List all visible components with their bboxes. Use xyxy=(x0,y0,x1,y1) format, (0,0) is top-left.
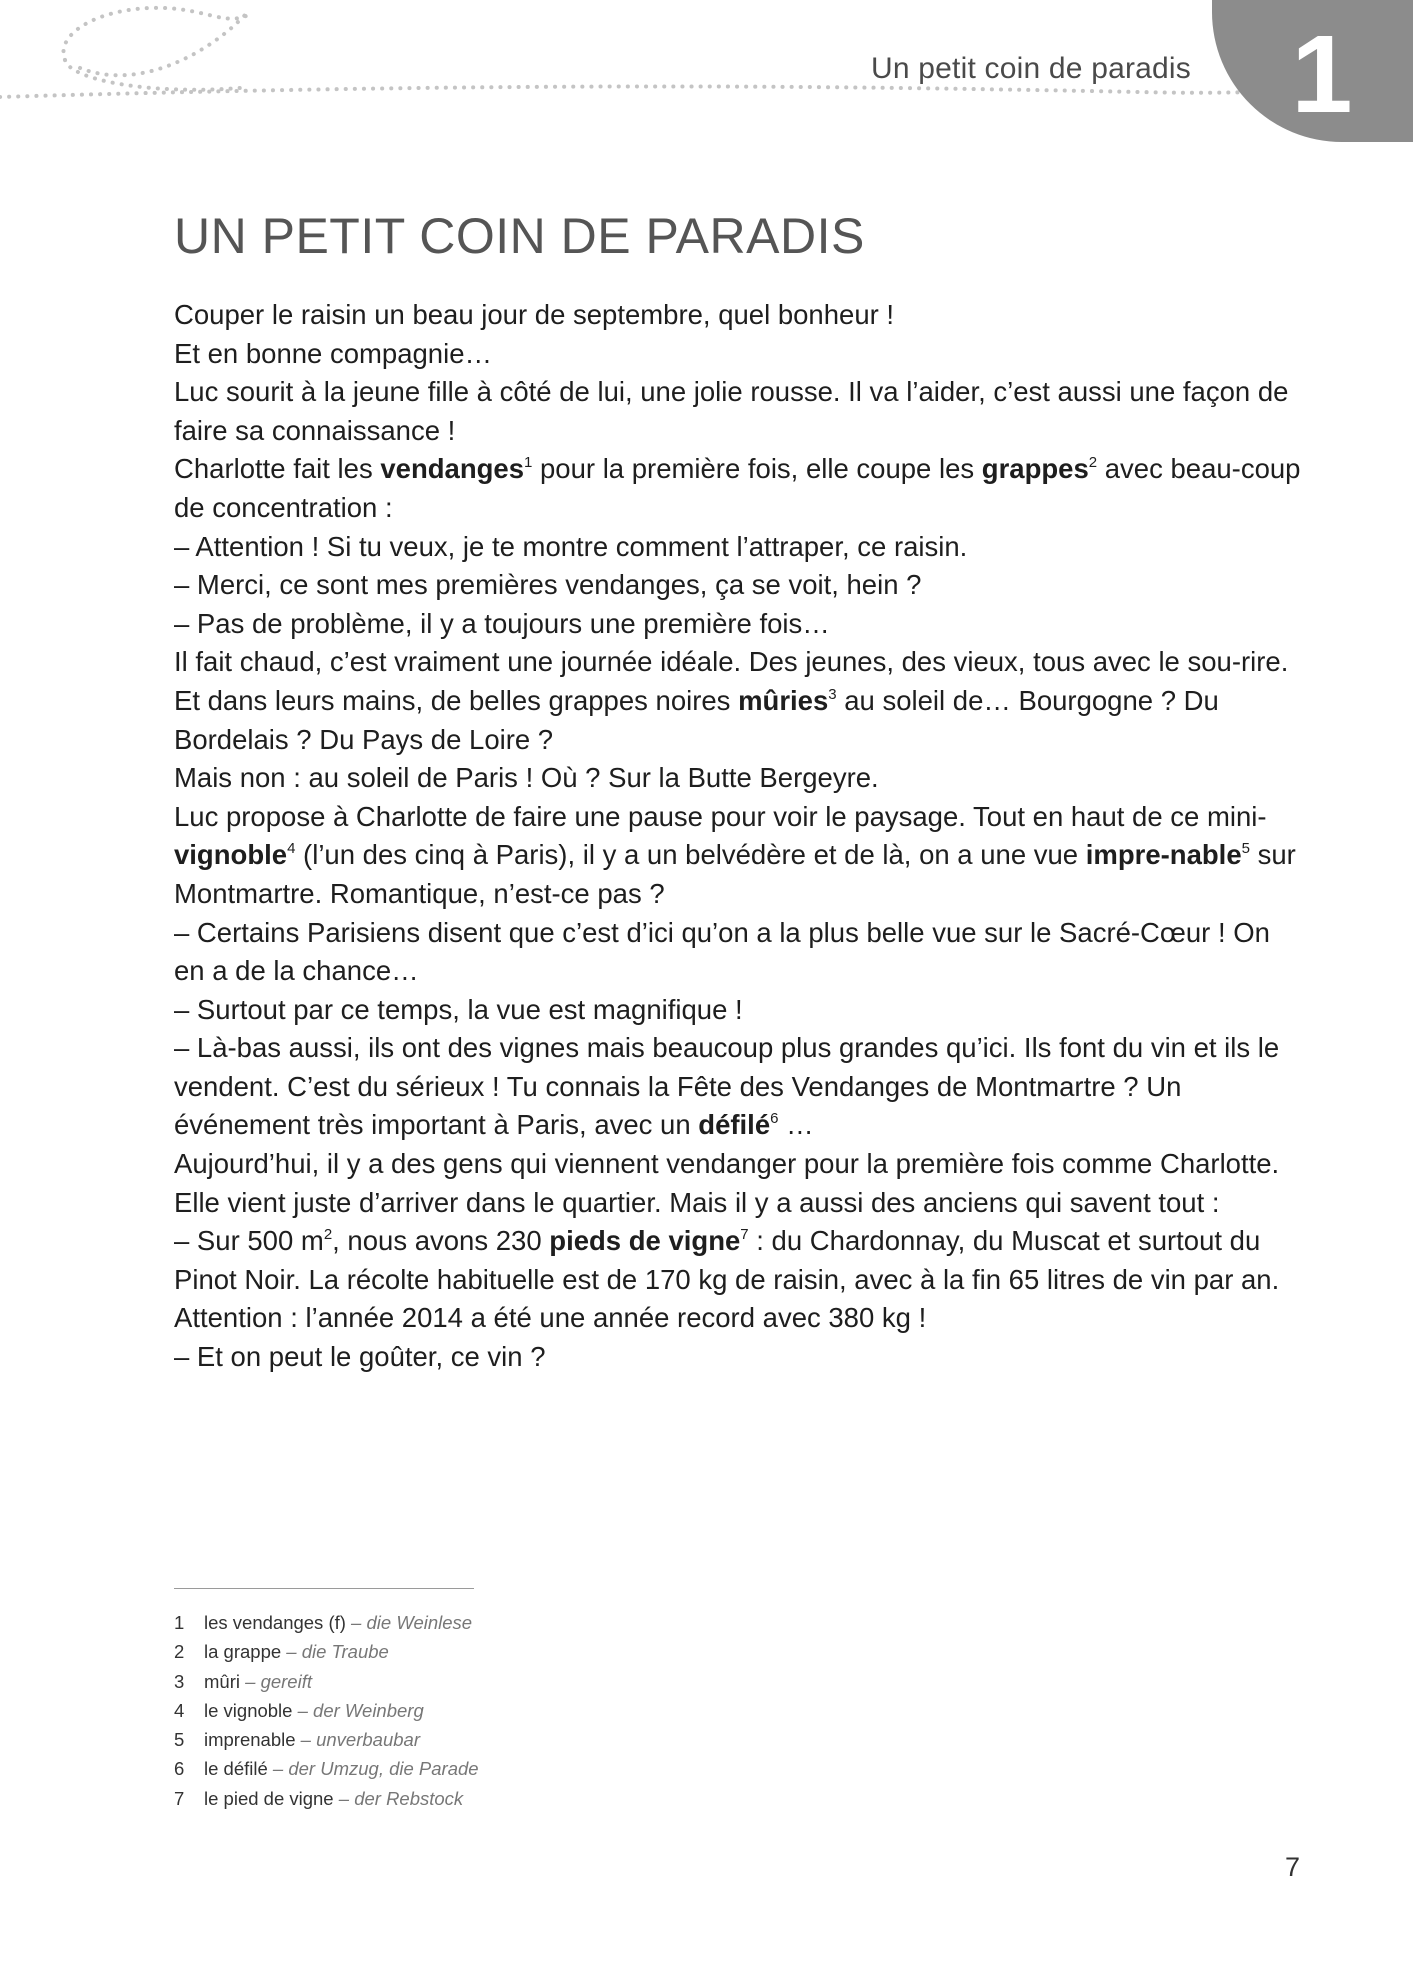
footnote-translation: der Umzug, die Parade xyxy=(288,1758,479,1780)
text-run: Charlotte fait les xyxy=(174,453,381,485)
footnote-term: le défilé xyxy=(204,1758,268,1780)
footnote-translation: der Rebstock xyxy=(354,1787,464,1809)
footnote-ref: 2 xyxy=(1088,454,1098,472)
text-run: Luc propose à Charlotte de faire une pause pour voir le paysage. Tout en haut de ce mini- xyxy=(174,800,1267,832)
decorative-dotted-swirl xyxy=(0,0,1413,140)
text-run: – Surtout par ce temps, la vue est magnifique ! xyxy=(174,993,743,1025)
text-run: au soleil de… Bourgogne ? Du Bordelais ? Du Pays de Loire ? xyxy=(174,684,1219,755)
paragraph xyxy=(174,1029,1304,1145)
text-run: Et en bonne compagnie… xyxy=(174,337,492,369)
footnote-term: le vignoble xyxy=(204,1699,293,1721)
footnote-number: 3 xyxy=(174,1670,185,1692)
paragraph xyxy=(174,528,1304,567)
footnote-number: 7 xyxy=(174,1787,185,1809)
text-run: pour la première fois, elle coupe les xyxy=(532,453,982,485)
footnote-term: la grappe xyxy=(204,1641,282,1663)
text-run: – Sur 500 m xyxy=(174,1225,324,1257)
text-run: Luc sourit à la jeune fille à côté de lui, une jolie rousse. Il va l’aider, c’est aussi une façon de faire sa connaissance ! xyxy=(174,376,1289,446)
glossary-term: impre-nable xyxy=(1085,839,1242,871)
text-run: , nous avons 230 xyxy=(332,1225,550,1257)
footnote-translation: die Weinlese xyxy=(366,1612,473,1633)
footnote-ref: 2 xyxy=(323,1226,333,1244)
footnote-number: 1 xyxy=(174,1612,185,1633)
paragraph xyxy=(174,1338,1304,1377)
text-run: Mais non : au soleil de Paris ! Où ? Sur la Butte Bergeyre. xyxy=(174,762,879,794)
footnote-item xyxy=(174,1754,774,1783)
text-run: – Certains Parisiens disent que c’est d’ici qu’on a la plus belle vue sur le Sacré-Cœur ! On en a de la chance… xyxy=(174,916,1270,987)
footnote-translation: die Traube xyxy=(301,1641,389,1663)
footnote-translation: der Weinberg xyxy=(313,1699,424,1721)
footnote-separator: – xyxy=(267,1758,289,1780)
footnote-item xyxy=(174,1667,774,1696)
text-run: … xyxy=(778,1109,814,1141)
text-run: – Là-bas aussi, ils ont des vignes mais beaucoup plus grandes qu’ici. Ils font du vin et ils le vendent. C’est du sérieux ! Tu connais la Fête des Vendanges de Montmartre ? Un événement très important à Paris, avec un xyxy=(174,1032,1280,1141)
glossary-term: mûries xyxy=(738,684,829,716)
paragraph xyxy=(174,643,1304,759)
page-number: 7 xyxy=(1284,1852,1300,1882)
footnote-item xyxy=(174,1784,774,1813)
footnote-divider xyxy=(174,1588,474,1589)
footnote-item xyxy=(174,1696,774,1725)
footnote-ref: 6 xyxy=(770,1110,779,1128)
footnote-item xyxy=(174,1637,774,1666)
footnotes-list xyxy=(174,1608,774,1813)
text-run: Il fait chaud, c’est vraiment une journée idéale. Des jeunes, des vieux, tous avec le sou-rire. Et dans leurs mains, de belles grappes noires xyxy=(174,646,1289,716)
story-text xyxy=(174,296,1304,1377)
footnote-term: imprenable xyxy=(204,1729,296,1751)
text-run: Couper le raisin un beau jour de septembre, quel bonheur ! xyxy=(174,299,895,330)
text-run: – Merci, ce sont mes premières vendanges, ça se voit, hein ? xyxy=(174,569,922,601)
paragraph xyxy=(174,450,1304,527)
footnote-separator: – xyxy=(345,1612,367,1633)
footnote-number: 5 xyxy=(174,1729,185,1751)
footnote-translation: gereift xyxy=(260,1670,312,1692)
glossary-term: vignoble xyxy=(174,839,288,871)
footnote-term: le pied de vigne xyxy=(204,1787,334,1809)
text-run: (l’un des cinq à Paris), il y a un belvédère et de là, on a une vue xyxy=(295,839,1086,871)
glossary-term: grappes xyxy=(981,453,1089,485)
footnote-term: les vendanges (f) xyxy=(204,1612,346,1633)
text-run: sur Montmartre. Romantique, n’est-ce pas ? xyxy=(174,839,1296,909)
footnote-separator: – xyxy=(292,1699,314,1721)
paragraph xyxy=(174,566,1304,605)
paragraph xyxy=(174,798,1304,914)
text-run: – Et on peut le goûter, ce vin ? xyxy=(174,1341,546,1373)
text-run: : du Chardonnay, du Muscat et surtout du Pinot Noir. La récolte habituelle est de 170 kg de raisin, avec à la fin 65 litres de vin par an. Attention : l’année 2014 a été une année record avec 380 kg ! xyxy=(174,1225,1280,1334)
paragraph xyxy=(174,335,1304,374)
glossary-term: défilé xyxy=(698,1109,771,1141)
paragraph xyxy=(174,991,1304,1030)
footnote-ref: 3 xyxy=(828,685,837,703)
running-header-title: Un petit coin de paradis xyxy=(871,52,1191,85)
footnote-term: mûri xyxy=(204,1670,240,1692)
paragraph xyxy=(174,914,1304,991)
paragraph xyxy=(174,605,1304,644)
paragraph xyxy=(174,1145,1304,1222)
footnote-ref: 5 xyxy=(1241,840,1250,858)
footnote-number: 6 xyxy=(174,1758,185,1780)
paragraph xyxy=(174,1222,1304,1338)
footnote-ref: 4 xyxy=(287,840,296,858)
footnote-separator: – xyxy=(295,1729,317,1751)
paragraph xyxy=(174,373,1304,450)
glossary-term: vendanges xyxy=(380,453,525,485)
footnote-translation: unverbaubar xyxy=(316,1729,420,1751)
footnote-number: 2 xyxy=(174,1641,185,1663)
footnote-item xyxy=(174,1725,774,1754)
footnote-ref: 7 xyxy=(740,1226,749,1244)
paragraph xyxy=(174,296,1304,335)
page-title: UN PETIT COIN DE PARADIS xyxy=(174,208,865,264)
footnote-separator: – xyxy=(239,1670,261,1692)
paragraph xyxy=(174,759,1304,798)
text-run: avec beau-coup de concentration : xyxy=(174,453,1301,523)
footnote-number: 4 xyxy=(174,1699,185,1721)
text-run: – Attention ! Si tu veux, je te montre comment l’attraper, ce raisin. xyxy=(174,530,968,562)
footnote-ref: 1 xyxy=(524,454,533,472)
glossary-term: pieds de vigne xyxy=(549,1225,741,1257)
footnote-item xyxy=(174,1608,774,1637)
text-run: – Pas de problème, il y a toujours une première fois… xyxy=(174,607,830,639)
footnote-separator: – xyxy=(333,1787,355,1809)
footnote-separator: – xyxy=(281,1641,302,1663)
chapter-number: 1 xyxy=(1291,13,1353,136)
text-run: Aujourd’hui, il y a des gens qui viennent vendanger pour la première fois comme Charlotte. Elle vient juste d’arriver dans le quartier. Mais il y a aussi des anciens qui savent tout : xyxy=(174,1148,1280,1218)
